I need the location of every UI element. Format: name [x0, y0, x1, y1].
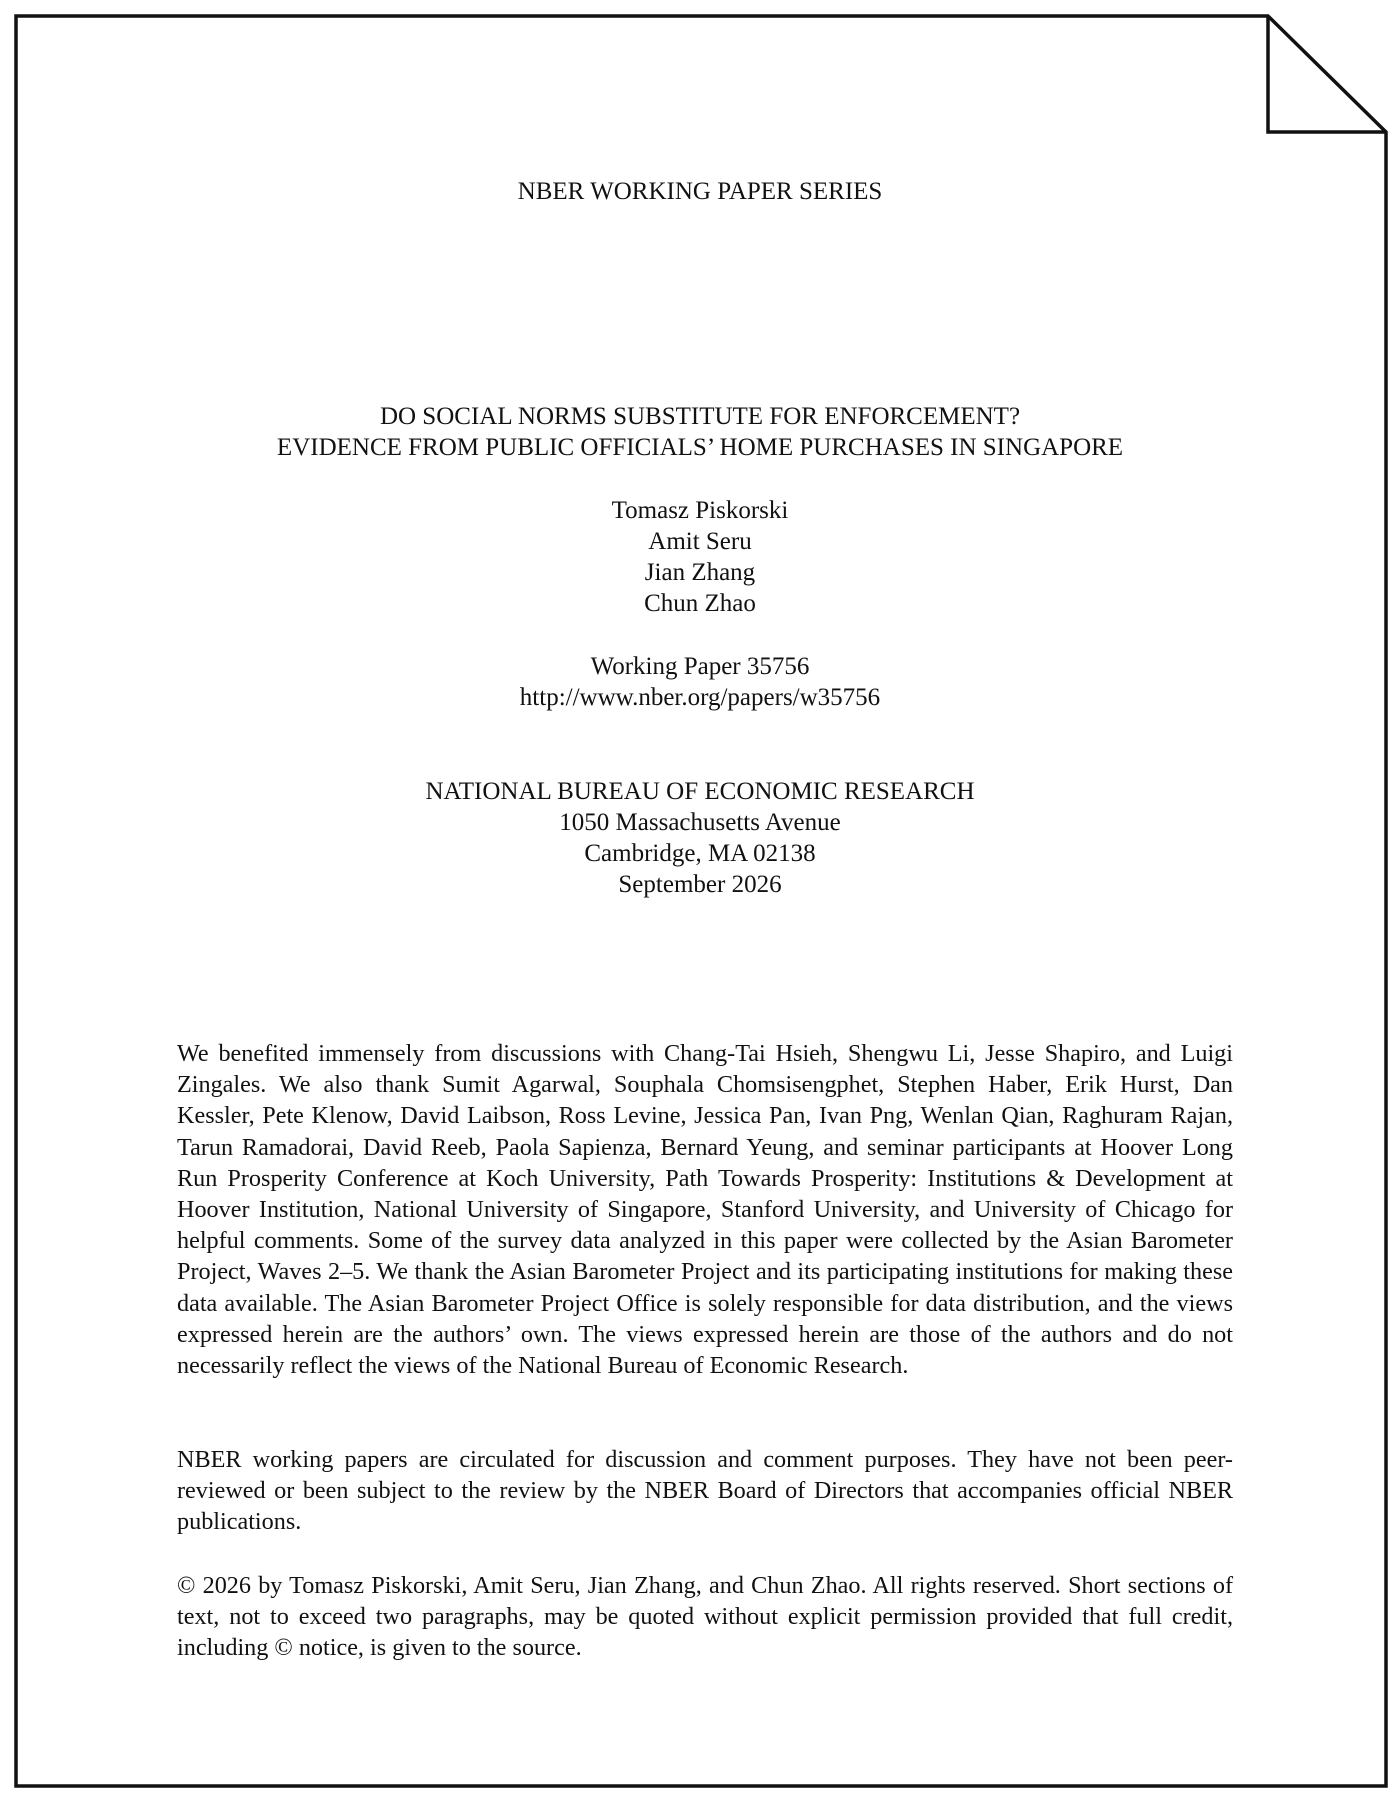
author-name: Chun Zhao [644, 590, 756, 617]
acknowledgements-paragraph: We benefited immensely from discussions with Chang-Tai Hsieh, Shengwu Li, Jesse Shapiro, and Luigi Zingales. We also thank Sumit Agarwal, Souphala Chomsisengphet, Stephen Haber, Erik Hurst, Dan Kessler, Pete Klenow, David Laibson, Ross Levine, Jessica Pan, Ivan Png, Wenlan Qian, Raghuram Rajan, Tarun Ramadorai, David Reeb, Paola Sapienza, Bernard Yeung, and seminar participants at Hoover Long Run Prosperity Conference at Koch University, Path Towards Prosperity: Institutions & Development at Hoover Institution, National University of Singapore, Stanford University, and University of Chicago for helpful comments. Some of the survey data analyzed in this paper were collected by the Asian Barometer Project, Waves 2–5. We thank the Asian Barometer Project and its participating institutions for making these data available. The Asian Barometer Project Office is solely responsible for data distribution, and the views expressed herein are the authors’ own. The views expressed herein are those of the authors and do not necessarily reflect the views of the National Bureau of Economic Research. [177, 1040, 1233, 1380]
publisher-address: 1050 Massachusetts Avenue [559, 809, 841, 836]
series-heading [0, 176, 1400, 207]
author-name: Jian Zhang [644, 559, 756, 586]
publisher-block [0, 776, 1400, 900]
working-paper-url[interactable]: http://www.nber.org/papers/w35756 [519, 684, 881, 711]
copyright-paragraph: © 2026 by Tomasz Piskorski, Amit Seru, Jian Zhang, and Chun Zhao. All rights reserved. Short sections of text, not to exceed two paragraphs, may be quoted without explicit permission provided that full credit, including © notice, is given to the source. [177, 1572, 1233, 1662]
publisher-name: NATIONAL BUREAU OF ECONOMIC RESEARCH [425, 778, 975, 805]
publication-date: September 2026 [618, 871, 782, 898]
author-name: Tomasz Piskorski [611, 497, 789, 524]
paper-title [0, 401, 1400, 463]
series-text: NBER WORKING PAPER SERIES [517, 178, 883, 205]
author-name: Amit Seru [648, 528, 752, 555]
author-list [0, 495, 1400, 619]
title-line-2: EVIDENCE FROM PUBLIC OFFICIALS’ HOME PURCHASES IN SINGAPORE [276, 434, 1124, 461]
working-paper-info [0, 651, 1400, 713]
disclaimer-paragraph: NBER working papers are circulated for discussion and comment purposes. They have not been peer-reviewed or been subject to the review by the NBER Board of Directors that accompanies official NBER publications. [177, 1446, 1233, 1536]
title-line-1: DO SOCIAL NORMS SUBSTITUTE FOR ENFORCEMENT? [379, 403, 1021, 430]
publisher-city: Cambridge, MA 02138 [584, 840, 816, 867]
working-paper-number: Working Paper 35756 [590, 653, 810, 680]
